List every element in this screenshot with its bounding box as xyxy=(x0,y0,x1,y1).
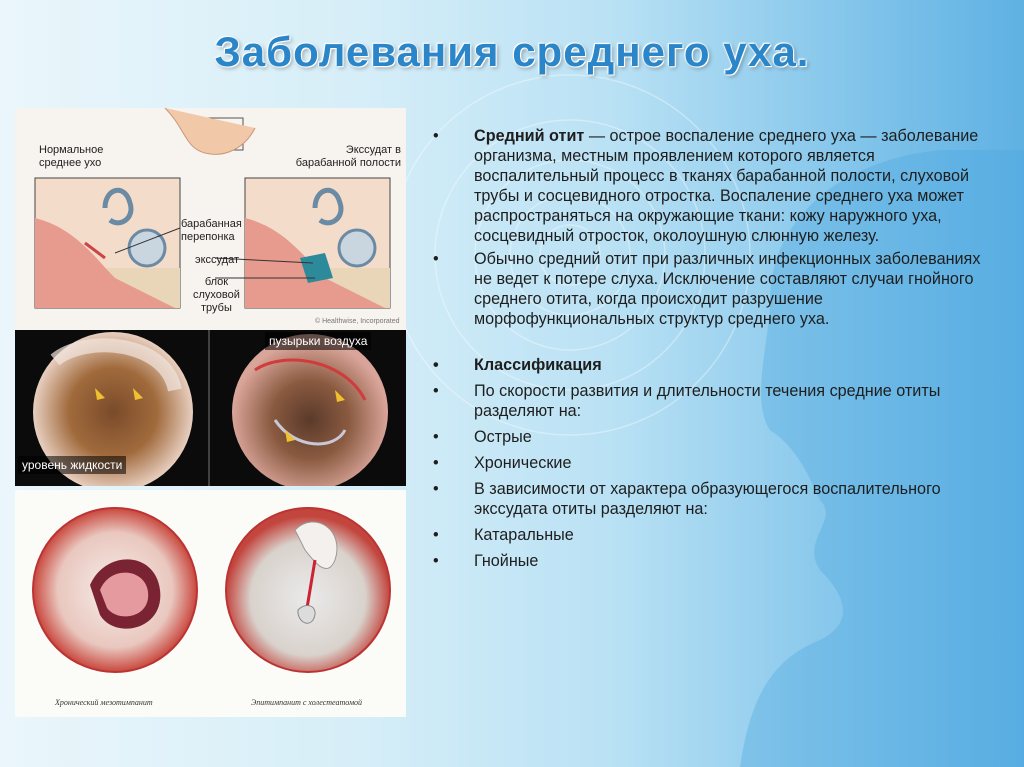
otitis-definition: — острое воспаление среднего уха — заболевание организма, местным проявлением которого является воспалительный процесс в тканях барабанной полости, слуховой трубы и сосцевидного отростка. Воспаление среднего уха может распространяться на окружающие ткани: кожу наружного уха, сосцевидный отросток, околоушную слюнную железу. xyxy=(474,127,979,245)
illustrations-drawing xyxy=(15,490,406,717)
list-item-by-speed: • По скорости развития и длительности течения средние отиты разделяют на: xyxy=(433,381,993,421)
caption-chronic-mesotympanitis: Хронический мезотимпанит xyxy=(55,698,153,707)
otitis-term: Средний отит xyxy=(474,127,585,145)
list-item-otitis-definition xyxy=(433,126,993,246)
tube-block-label: блок слуховой трубы xyxy=(193,276,240,314)
otoscopy-photos xyxy=(15,330,406,486)
caption-epitympanitis: Эпитимпанит с холестеатомой xyxy=(251,698,363,707)
classification-heading: • Классификация xyxy=(433,355,993,375)
classification-list xyxy=(433,355,993,571)
eardrum-label: барабанная перепонка xyxy=(181,218,242,243)
exudate-label: Экссудат в барабанной полости xyxy=(295,144,401,169)
list-item-hearing-loss: • Обычно средний отит при различных инфекционных заболеваниях не ведет к потере слуха. Исключение составляют случаи гнойного среднего отита, когда происходит разрушение морфофункциональных структур среднего уха. xyxy=(433,249,993,329)
eardrum-illustrations xyxy=(15,490,406,717)
list-item-catarrhal: • Катаральные xyxy=(433,525,993,545)
fluid-level-label: уровень жидкости xyxy=(18,456,126,474)
list-item-chronic: • Хронические xyxy=(433,453,993,473)
list-spacer xyxy=(433,329,993,355)
list-item-purulent: • Гнойные xyxy=(433,551,993,571)
bullet-list xyxy=(433,126,993,355)
text-content xyxy=(433,126,993,571)
exudate-small-label: экссудат xyxy=(195,254,240,266)
list-item-acute: • Острые xyxy=(433,427,993,447)
diagram-credit: © Healthwise, Incorporated xyxy=(315,318,400,325)
ear-diagram xyxy=(15,108,406,330)
normal-ear-label: Нормальное среднее ухо xyxy=(39,144,104,169)
air-bubbles-label: пузырьки воздуха xyxy=(265,332,371,350)
slide-title: Заболевания среднего уха. xyxy=(214,28,810,75)
list-item-by-exudate: • В зависимости от характера образующегося воспалительного экссудата отиты разделяют на: xyxy=(433,479,993,519)
